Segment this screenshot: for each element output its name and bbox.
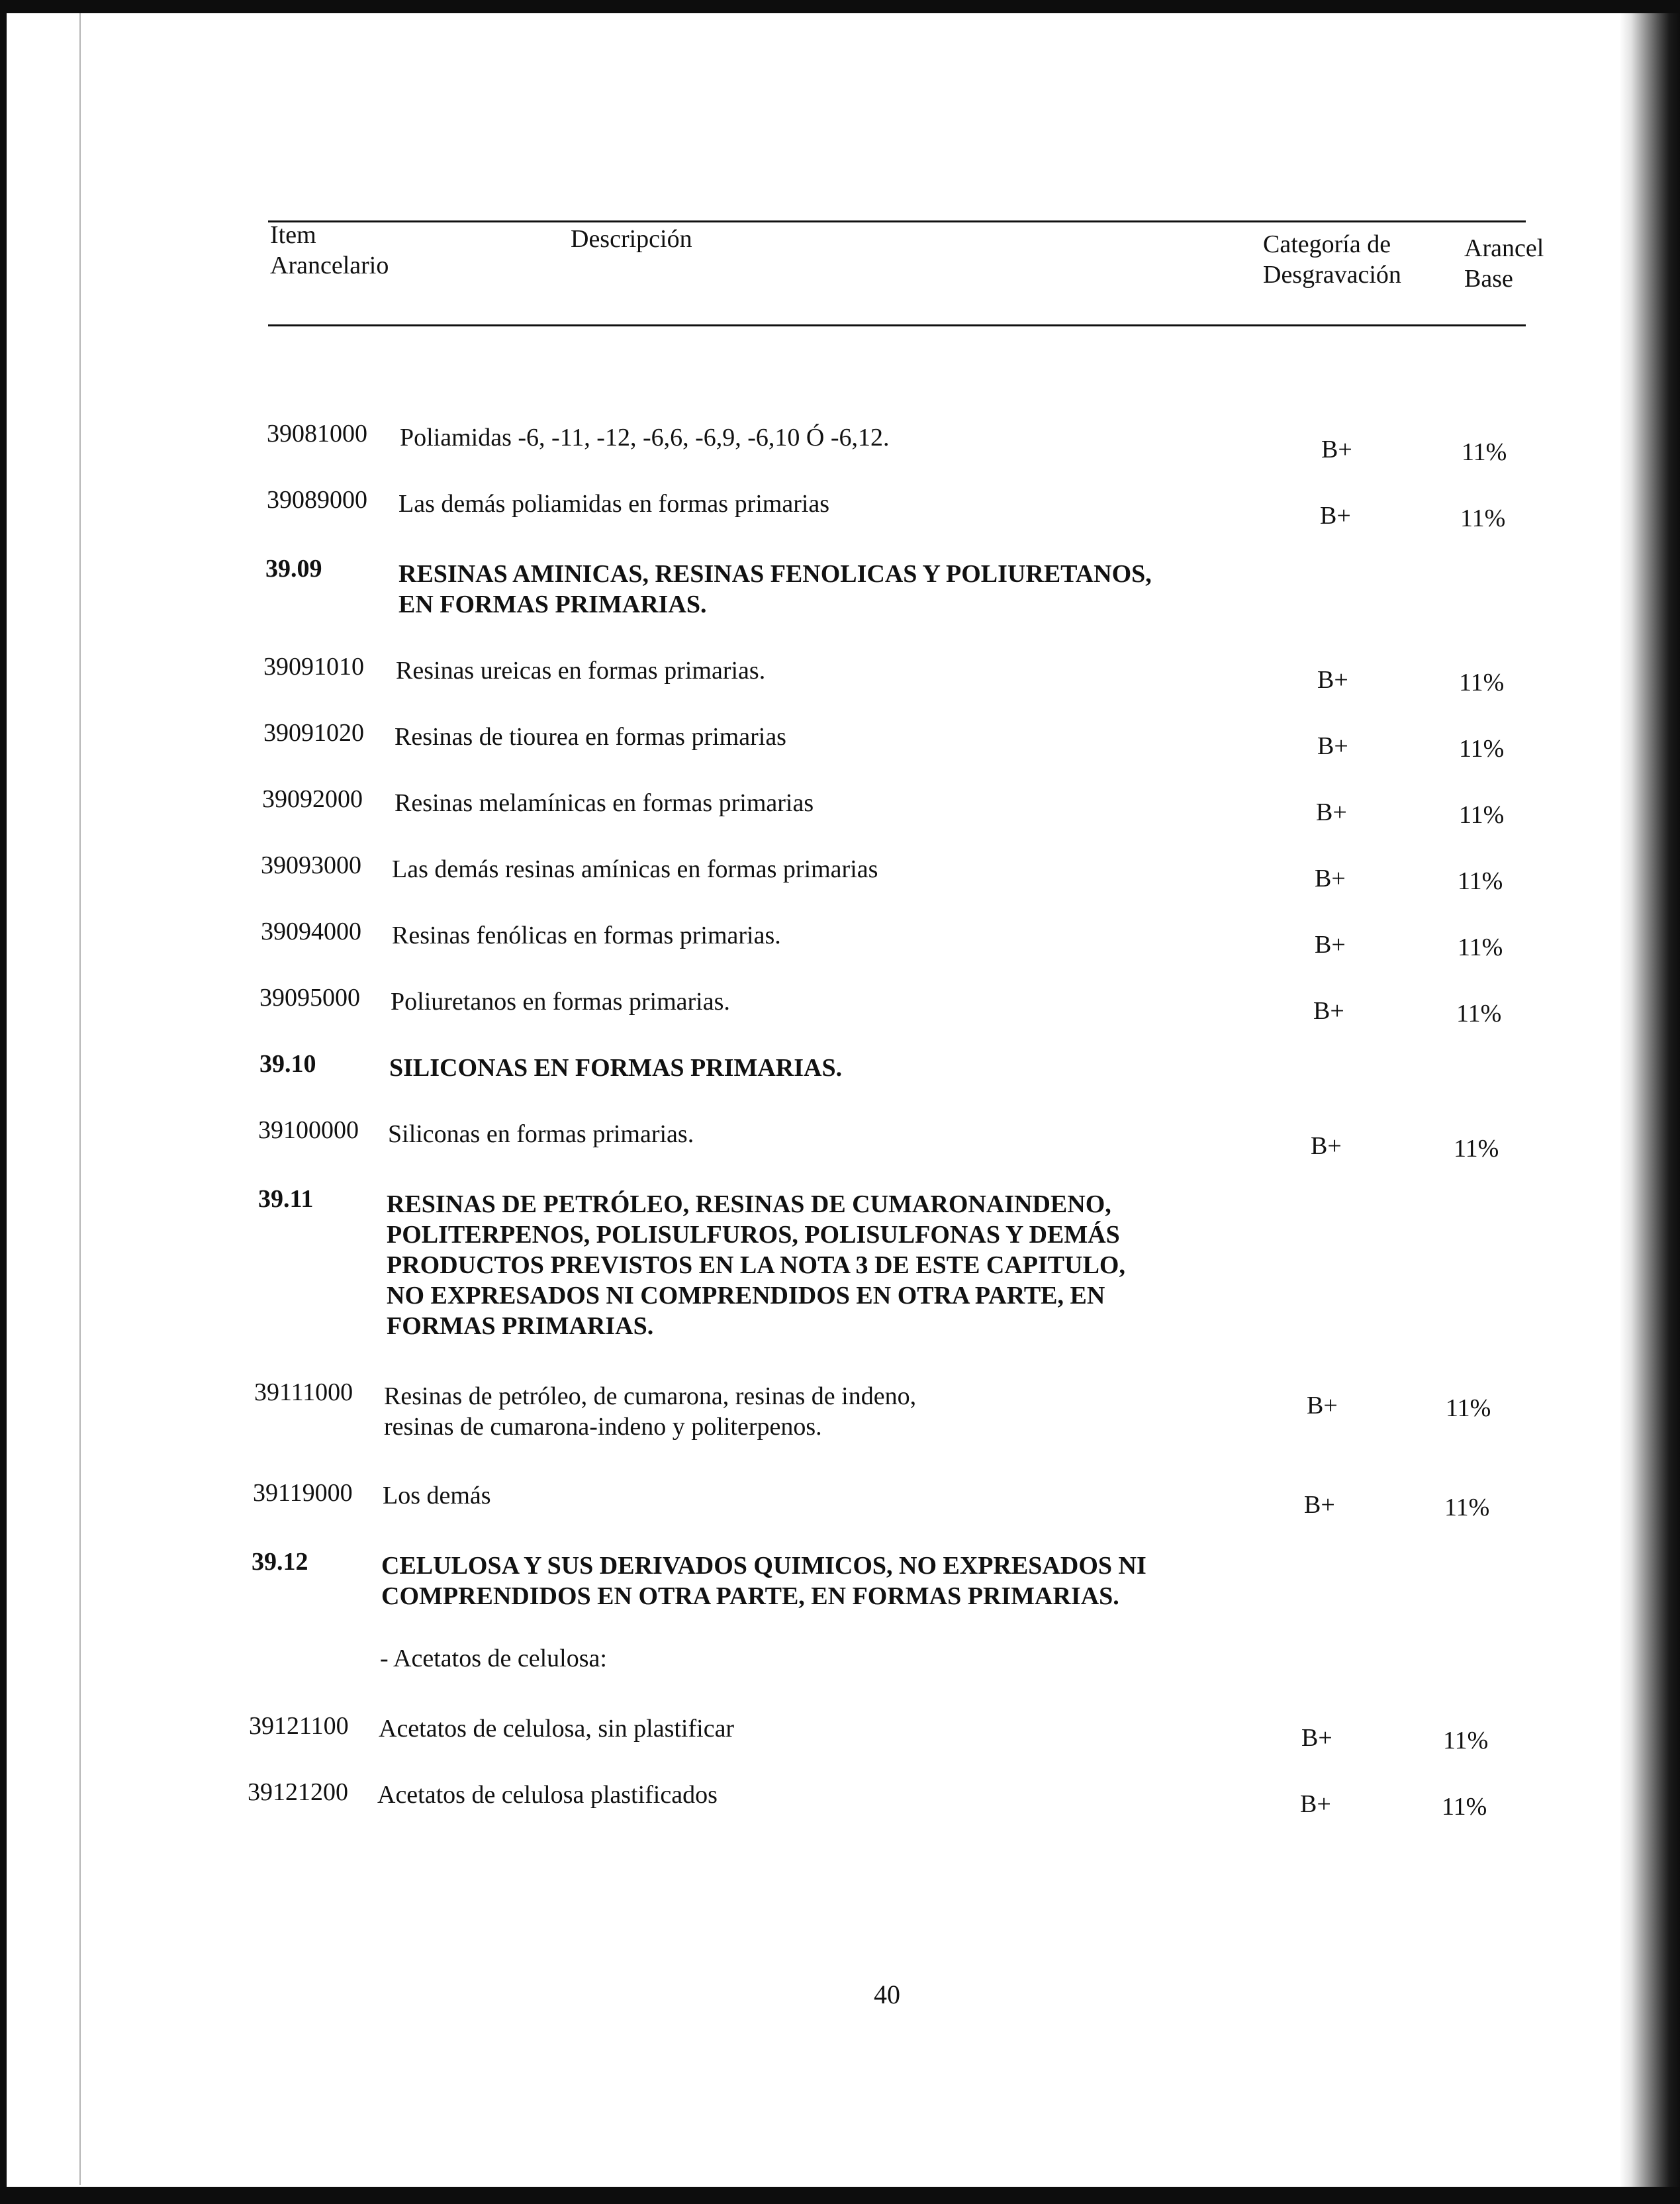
tariff-category: B+ — [1316, 798, 1347, 826]
tariff-description — [377, 1780, 718, 1810]
tariff-category: B+ — [1300, 1790, 1331, 1818]
description-line: RESINAS DE PETRÓLEO, RESINAS DE CUMARONAINDENO, — [387, 1190, 1111, 1218]
tariff-rate: 11% — [1458, 867, 1503, 895]
tariff-code: 39091020 — [263, 719, 364, 747]
tariff-rate: 11% — [1459, 801, 1505, 829]
description-line: - Acetatos de celulosa: — [380, 1645, 607, 1672]
heading-code: 39.10 — [259, 1050, 316, 1078]
tariff-code: 39093000 — [261, 851, 361, 879]
column-header-item-line2: Arancelario — [270, 252, 389, 279]
tariff-description — [400, 422, 890, 453]
tariff-description — [384, 1381, 916, 1442]
tariff-category: B+ — [1317, 666, 1348, 694]
tariff-rate: 11% — [1458, 934, 1503, 961]
scan-border-bottom — [0, 2187, 1680, 2204]
tariff-description — [392, 854, 878, 885]
tariff-category: B+ — [1315, 931, 1346, 959]
tariff-rate: 11% — [1460, 504, 1506, 532]
page-number: 40 — [874, 1980, 900, 2009]
tariff-description — [395, 722, 786, 752]
column-header-category-line2: Desgravación — [1263, 261, 1401, 289]
column-header-item — [270, 220, 442, 281]
description-line: Los demás — [383, 1482, 491, 1509]
description-line: Resinas melamínicas en formas primarias — [395, 789, 814, 817]
heading-code: 39.11 — [258, 1185, 314, 1213]
tariff-description — [379, 1713, 734, 1744]
heading-description — [381, 1551, 1146, 1611]
column-header-item-line1: Item — [270, 221, 316, 249]
description-line: EN FORMAS PRIMARIAS. — [398, 591, 707, 618]
subheading-description — [380, 1643, 607, 1674]
column-header-base-line2: Base — [1464, 265, 1513, 293]
heading-description — [398, 559, 1152, 620]
column-header-base-line1: Arancel — [1464, 234, 1544, 262]
description-line: SILICONAS EN FORMAS PRIMARIAS. — [389, 1054, 843, 1082]
tariff-description — [388, 1119, 694, 1149]
tariff-code: 39094000 — [261, 918, 361, 945]
tariff-rate: 11% — [1442, 1793, 1487, 1821]
description-line: NO EXPRESADOS NI COMPRENDIDOS EN OTRA PARTE, EN — [387, 1282, 1105, 1310]
tariff-description — [392, 920, 781, 951]
description-line: Las demás poliamidas en formas primarias — [398, 490, 830, 518]
description-line: COMPRENDIDOS EN OTRA PARTE, EN FORMAS PRIMARIAS. — [381, 1582, 1119, 1610]
tariff-code: 39121200 — [248, 1778, 348, 1806]
tariff-code: 39119000 — [253, 1479, 353, 1507]
description-line: Las demás resinas amínicas en formas primarias — [392, 855, 878, 883]
binding-shadow-line — [79, 13, 81, 2185]
tariff-code: 39100000 — [258, 1116, 359, 1144]
tariff-rate: 11% — [1454, 1135, 1499, 1163]
scan-border-left — [0, 0, 7, 2204]
tariff-code: 39089000 — [267, 486, 367, 514]
description-line: CELULOSA Y SUS DERIVADOS QUIMICOS, NO EXPRESADOS NI — [381, 1552, 1146, 1580]
tariff-code: 39091010 — [263, 653, 364, 681]
table-top-rule — [268, 220, 1526, 222]
scan-border-top — [0, 0, 1680, 13]
description-line: Poliuretanos en formas primarias. — [391, 988, 730, 1016]
description-line: FORMAS PRIMARIAS. — [387, 1312, 654, 1340]
description-line: resinas de cumarona-indeno y politerpenos. — [384, 1413, 822, 1441]
tariff-category: B+ — [1311, 1132, 1342, 1160]
heading-description — [389, 1053, 842, 1083]
tariff-code: 39081000 — [267, 420, 367, 448]
description-line: Resinas fenólicas en formas primarias. — [392, 922, 781, 949]
tariff-category: B+ — [1320, 502, 1351, 530]
description-line: RESINAS AMINICAS, RESINAS FENOLICAS Y POLIURETANOS, — [398, 560, 1152, 588]
description-line: Poliamidas -6, -11, -12, -6,6, -6,9, -6,10 Ó -6,12. — [400, 424, 890, 452]
column-header-category-line1: Categoría de — [1263, 230, 1391, 258]
tariff-category: B+ — [1317, 732, 1348, 760]
table-header-rule — [268, 324, 1526, 326]
tariff-description — [383, 1480, 491, 1511]
tariff-description — [396, 655, 765, 686]
tariff-description — [398, 489, 829, 519]
description-line: Resinas de tiourea en formas primarias — [395, 723, 786, 751]
column-header-description — [571, 224, 902, 254]
description-line: Acetatos de celulosa, sin plastificar — [379, 1715, 735, 1743]
tariff-category: B+ — [1315, 865, 1346, 892]
tariff-code: 39121100 — [249, 1712, 349, 1740]
tariff-description — [395, 788, 814, 818]
tariff-category: B+ — [1313, 997, 1344, 1025]
tariff-code: 39095000 — [259, 984, 360, 1012]
tariff-rate: 11% — [1459, 735, 1505, 763]
tariff-category: B+ — [1301, 1724, 1332, 1752]
tariff-category: B+ — [1307, 1392, 1338, 1419]
tariff-rate: 11% — [1459, 669, 1505, 696]
tariff-rate: 11% — [1446, 1394, 1491, 1422]
column-header-category — [1263, 229, 1442, 290]
description-line: Resinas ureicas en formas primarias. — [396, 657, 766, 685]
tariff-rate: 11% — [1462, 438, 1507, 466]
tariff-code: 39111000 — [254, 1378, 353, 1406]
description-line: Resinas de petróleo, de cumarona, resinas de indeno, — [384, 1382, 917, 1410]
tariff-description — [391, 986, 730, 1017]
description-line: POLITERPENOS, POLISULFUROS, POLISULFONAS Y DEMÁS — [387, 1221, 1120, 1249]
column-header-base — [1464, 233, 1563, 294]
column-header-description-label: Descripción — [571, 225, 692, 253]
tariff-category: B+ — [1321, 436, 1352, 463]
heading-code: 39.12 — [252, 1548, 308, 1576]
tariff-rate: 11% — [1456, 1000, 1502, 1028]
tariff-rate: 11% — [1444, 1494, 1490, 1521]
tariff-rate: 11% — [1443, 1727, 1489, 1754]
description-line: Acetatos de celulosa plastificados — [377, 1781, 718, 1809]
tariff-code: 39092000 — [262, 785, 363, 813]
heading-code: 39.09 — [265, 555, 322, 583]
scan-border-right — [1620, 13, 1680, 2187]
description-line: Siliconas en formas primarias. — [388, 1120, 694, 1148]
heading-description — [387, 1189, 1125, 1341]
tariff-category: B+ — [1304, 1491, 1335, 1519]
description-line: PRODUCTOS PREVISTOS EN LA NOTA 3 DE ESTE CAPITULO, — [387, 1251, 1125, 1279]
